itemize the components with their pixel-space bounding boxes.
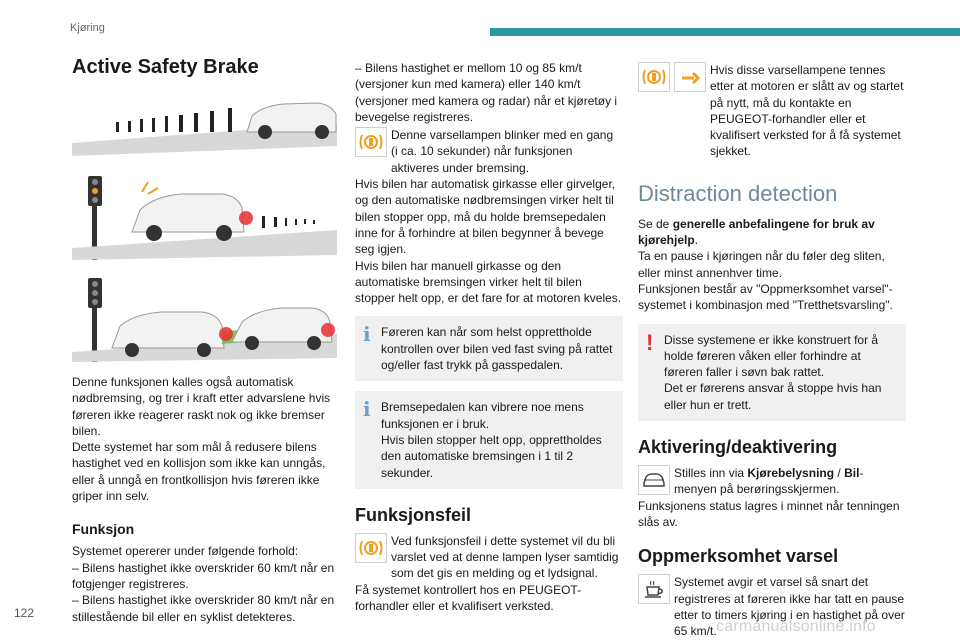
funksjon-heading: Funksjon — [72, 521, 135, 538]
info-note-2 — [355, 391, 623, 488]
manual-gear-text: Hvis bilen har manuell girkasse og den automatiske bremsingen virker helt til bilen stopper helt opp, er det fare for at motoren kveles. — [355, 258, 622, 306]
warning-note — [638, 324, 906, 421]
illustration-traffic-light-warning — [72, 170, 337, 260]
coffee-cup-icon — [638, 574, 670, 604]
header-section: Kjøring — [70, 22, 105, 34]
watermark: carmanualsonline.info — [716, 618, 876, 635]
warning-lamp-row — [355, 127, 623, 176]
funksjon-lead: Systemet opererer under følgende forhold: — [72, 544, 299, 559]
pause-text: Ta en pause i kjøringen når du føler deg sliten, eller minst annenhver time. — [638, 249, 885, 280]
condition-3: – Bilens hastighet er mellom 10 og 85 km/t (versjoner kun med kamera) eller 140 km/t (versjoner med kamera og radar) når et kjøretøy i bevegelse registreres. — [355, 61, 618, 124]
fault-text: Ved funksjonsfeil i dette systemet vil du bli varslet ved at denne lampen lyser samtidig som det gis en melding og et lydsignal. — [391, 533, 619, 581]
intro-text-1: Denne funksjonen kalles også automatisk nødbremsing, og trer i kraft etter advarslene hvis føreren ikke reagerer raskt nok og ikke bremser bilen. — [72, 375, 331, 438]
warning-note-text-2: Det er førerens ansvar å stoppe hvis han eller hun er trett. — [664, 381, 882, 412]
info-note-2b-text: Hvis bilen stopper helt opp, opprettholdes den automatiske bremsingen i 1 til 2 sekunder. — [381, 432, 602, 480]
info-icon: i — [363, 397, 371, 422]
fault-text-2: Få systemet kontrollert hos en PEUGEOT-forhandler eller et kvalifisert verksted. — [355, 582, 582, 614]
brake-lamp-icon — [638, 62, 670, 92]
info-note-1 — [355, 316, 623, 381]
info-note-2a-text: Bremsepedalen kan vibrere noe mens funksjonen er i bruk. — [381, 400, 584, 431]
wrench-service-icon — [674, 62, 706, 92]
column-3 — [638, 60, 906, 639]
attention-heading: Oppmerksomhet varsel — [638, 546, 839, 567]
fault-heading: Funksjonsfeil — [355, 504, 472, 525]
illustration-car-approach — [72, 88, 337, 158]
condition-1: – Bilens hastighet ikke overskrider 60 km/t når en fotgjenger registreres. — [72, 560, 335, 591]
see-recommendations: Se de generelle anbefalingene for bruk av kjørehjelp. — [638, 216, 875, 248]
distraction-heading: Distraction detection — [638, 180, 838, 206]
page-title: Active Safety Brake — [72, 56, 259, 78]
header-accent-bar — [490, 28, 960, 36]
warning-note-text-1: Disse systemene er ikke konstruert for å holde føreren våken eller forhindre at føreren faller i søvn bak rattet. — [664, 332, 879, 380]
intro-text-2: Dette systemet har som mål å redusere bilens hastighet ved en kollisjon som ikke kan unngås, eller å unngå en frontkollisjon hvis føreren ikke griper inn selv. — [72, 440, 326, 504]
lamp-text: Denne varsellampen blinker med en gang (i ca. 10 sekunder) når funksjonen aktiveres under bremsing. — [391, 128, 614, 175]
consists-text: Funksjonen består av "Oppmerksomhet varsel"-systemet i kombinasjon med "Tretthetsvarsling". — [638, 281, 893, 313]
activation-row — [638, 465, 906, 498]
auto-gear-text: Hvis bilen har automatisk girkasse eller girvelger, og den automatiske nødbremsingen virker helt til bilen stopper opp, må du holde bremsepedalen inne for å forhindre at bilen begynner å bevege seg igjen. — [355, 177, 616, 257]
column-1 — [72, 54, 337, 625]
activation-text: Stilles inn via Kjørebelysning / Bil-menyen på berøringsskjermen. — [674, 466, 864, 497]
info-icon: i — [363, 322, 371, 347]
activation-heading: Aktivering/deaktivering — [638, 437, 838, 458]
info-note-1-text: Føreren kan når som helst opprettholde kontrollen over bilen ved fast sving på rattet og/eller fast trykk på gasspedalen. — [381, 325, 613, 373]
lamps-row — [638, 62, 906, 160]
brake-warning-lamp-icon — [355, 127, 387, 157]
attention-text: Systemet avgir et varsel så snart det registreres at føreren ikke har tatt en pause etter to timers kjøring i en hastighet på over 65 km/t. — [674, 575, 905, 639]
fault-lamp-row — [355, 533, 623, 582]
lamps-text: Hvis disse varsellampene tennes etter at motoren er slått av og startet på nytt, må du kontakte en PEUGEOT-forhandler eller et kvalifisert verksted for å få systemet sjekket. — [710, 63, 904, 159]
brake-fault-lamp-icon — [355, 533, 387, 563]
status-text: Funksjonens status lagres i minnet når tenningen slås av. — [638, 498, 900, 529]
page-number: 122 — [14, 606, 35, 620]
illustration-emergency-braking — [72, 272, 337, 362]
condition-2: – Bilens hastighet ikke overskrider 80 km/t når en stillestående bil eller en syklist detekteres. — [72, 593, 335, 624]
column-2 — [355, 60, 623, 614]
warning-exclamation-icon: ! — [646, 329, 654, 355]
car-settings-icon — [638, 465, 670, 495]
